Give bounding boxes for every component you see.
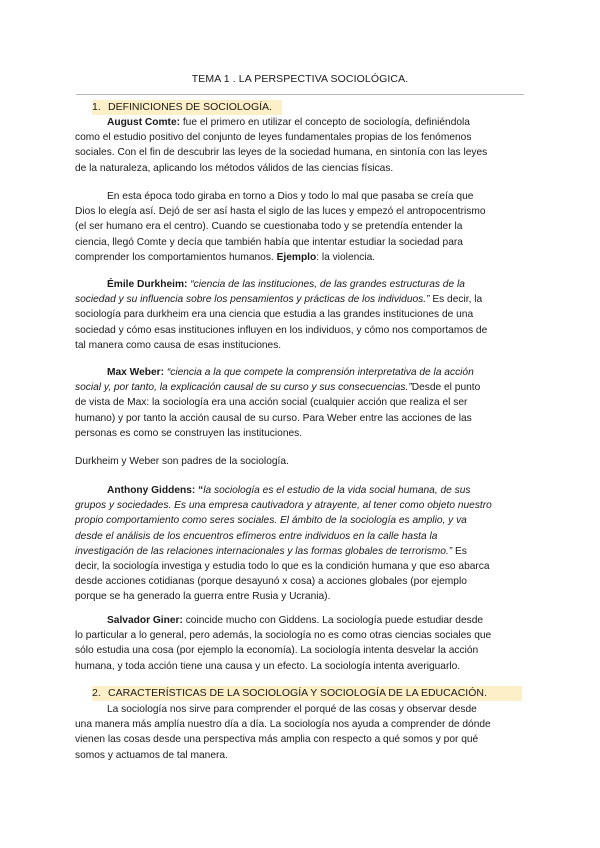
text-line: sociales. Con el fin de descubrir las leyes de la sociedad humana, en sintonía con las leyes xyxy=(75,147,488,159)
text-line: como el estudio positivo del conjunto de leyes fundamentales propias de los fenómenos xyxy=(75,132,472,144)
text-line: fue el primero en utilizar el concepto de sociología, definiéndola xyxy=(180,117,470,128)
section-number: 2. xyxy=(92,687,101,699)
paragraph-weber xyxy=(75,365,525,441)
text-line: coincide mucho con Giddens. La sociología puede estudiar desde xyxy=(182,615,484,626)
text-line: Es decir, la xyxy=(429,294,483,306)
text-line: Desde el punto xyxy=(411,382,481,394)
quote-text: propio comportamiento como seres sociales. El ámbito de la sociología es amplio, y va xyxy=(75,515,467,527)
paragraph-padres xyxy=(75,454,525,469)
text-line: humano) y por tanto la acción causal de su curso. Para Weber entre las acciones de las xyxy=(75,412,472,424)
text-line: desde acciones cotidianas (porque desayunó x cosa) a acciones globales (por ejemplo xyxy=(75,576,467,588)
paragraph-durkheim xyxy=(75,277,525,353)
text-line: decir, la sociología investiga y estudia todo lo que es la condición humana y que eso abarca xyxy=(75,561,490,573)
author-name: Anthony Giddens: “ xyxy=(107,485,204,496)
quote-text: investigación de las relaciones internacionales y las formas globales de terrorismo.” xyxy=(75,545,453,557)
author-name: Émile Durkheim: xyxy=(107,279,188,290)
quote-text: grupos y sociedades. Es una empresa cautivadora y atrayente, al tener como objeto nuestro xyxy=(75,500,492,512)
text-line: (el ser humano era el centro). Cuando se cuestionaba todo y se pretendía entender la xyxy=(75,221,463,233)
section-heading-1 xyxy=(92,100,282,115)
text-line: de la naturaleza, aplicando los métodos válidos de las ciencias físicas. xyxy=(75,162,394,174)
paragraph-giner xyxy=(75,613,525,674)
section-title: DEFINICIONES DE SOCIOLOGÍA. xyxy=(108,101,272,113)
text-line: La sociología nos sirve para comprender el porqué de las cosas y observar desde xyxy=(107,704,477,715)
quote-text: “ciencia a la que compete la comprensión interpretativa de la acción xyxy=(164,367,474,378)
text-line: de vista de Max: la sociología era una acción social (cualquier acción que realiza el ser xyxy=(75,397,468,409)
section-number: 1. xyxy=(92,101,101,113)
text-line: porque se ha generado la guerra entre Rusia y Ucrania). xyxy=(75,591,331,603)
text-line: humana, y toda acción tiene una causa y un efecto. La sociología intenta averiguarlo. xyxy=(75,660,461,672)
text-line: una manera más amplía nuestro día a día. La sociología nos ayuda a comprender de dónde xyxy=(75,719,491,731)
author-name: August Comte: xyxy=(107,117,181,128)
text-line: sociología para durkheim era una ciencia que estudia a las grandes instituciones de una xyxy=(75,309,474,321)
author-name: Max Weber: xyxy=(107,367,164,378)
quote-text: “ciencia de las instituciones, de las grandes estructuras de la xyxy=(187,279,465,290)
paragraph-comte xyxy=(75,115,525,176)
text-line: En esta época todo giraba en torno a Dios y todo lo mal que pasaba se creía que xyxy=(107,191,474,202)
text-line: ciencia, llegó Comte y decía que también había que intentar estudiar la sociedad para xyxy=(75,236,463,248)
page-title: TEMA 1 . LA PERSPECTIVA SOCIOLÓGICA. xyxy=(191,73,409,85)
text-line: tal manera como causa de esas instituciones. xyxy=(75,339,282,351)
text-line: lo particular a lo general, pero además, la sociología no es como otras ciencias sociales que xyxy=(75,630,492,642)
text-line: Durkheim y Weber son padres de la sociología. xyxy=(75,456,289,467)
author-name: Salvador Giner: xyxy=(107,615,183,626)
quote-text: la sociología es el estudio de la vida social humana, de sus xyxy=(203,485,471,496)
text-line: comprender los comportamientos humanos. xyxy=(75,251,277,263)
text-line: personas es como se construyen las instituciones. xyxy=(75,427,303,439)
text-line: sociedad y cómo esas instituciones influyen en los individuos, y cómo nos comportamos de xyxy=(75,324,488,336)
text-line: Dios lo elegía así. Dejó de ser así hasta el siglo de las luces y empezó el antropocentrismo xyxy=(75,206,486,218)
quote-text: social y, por tanto, la explicación causal de su curso y sus consecuencias.” xyxy=(75,382,412,394)
text-line: vienen las cosas desde una perspectiva más amplia con respecto a qué somos y por qué xyxy=(75,734,479,746)
text-line: Es xyxy=(452,545,467,557)
title-divider xyxy=(76,94,524,95)
paragraph-epoca xyxy=(75,189,525,265)
text-line: sólo estudia una cosa (por ejemplo la economía). La sociología intenta desvelar la acción xyxy=(75,645,479,657)
section-title: CARACTERÍSTICAS DE LA SOCIOLOGÍA Y SOCIOLOGÍA DE LA EDUCACIÓN. xyxy=(108,687,487,699)
quote-text: sociedad y su influencia sobre los pensamientos y prácticas de los individuos.” xyxy=(75,294,430,306)
section-heading-2 xyxy=(92,686,522,701)
paragraph-intro2 xyxy=(75,702,525,763)
text-line: somos y actuamos de tal manera. xyxy=(75,749,228,761)
example-label: Ejemplo xyxy=(276,251,317,263)
text-line: : la violencia. xyxy=(316,251,376,263)
paragraph-giddens xyxy=(75,483,525,605)
quote-text: desde el análisis de los encuentros efímeros entre individuos en la calle hasta la xyxy=(75,530,438,542)
